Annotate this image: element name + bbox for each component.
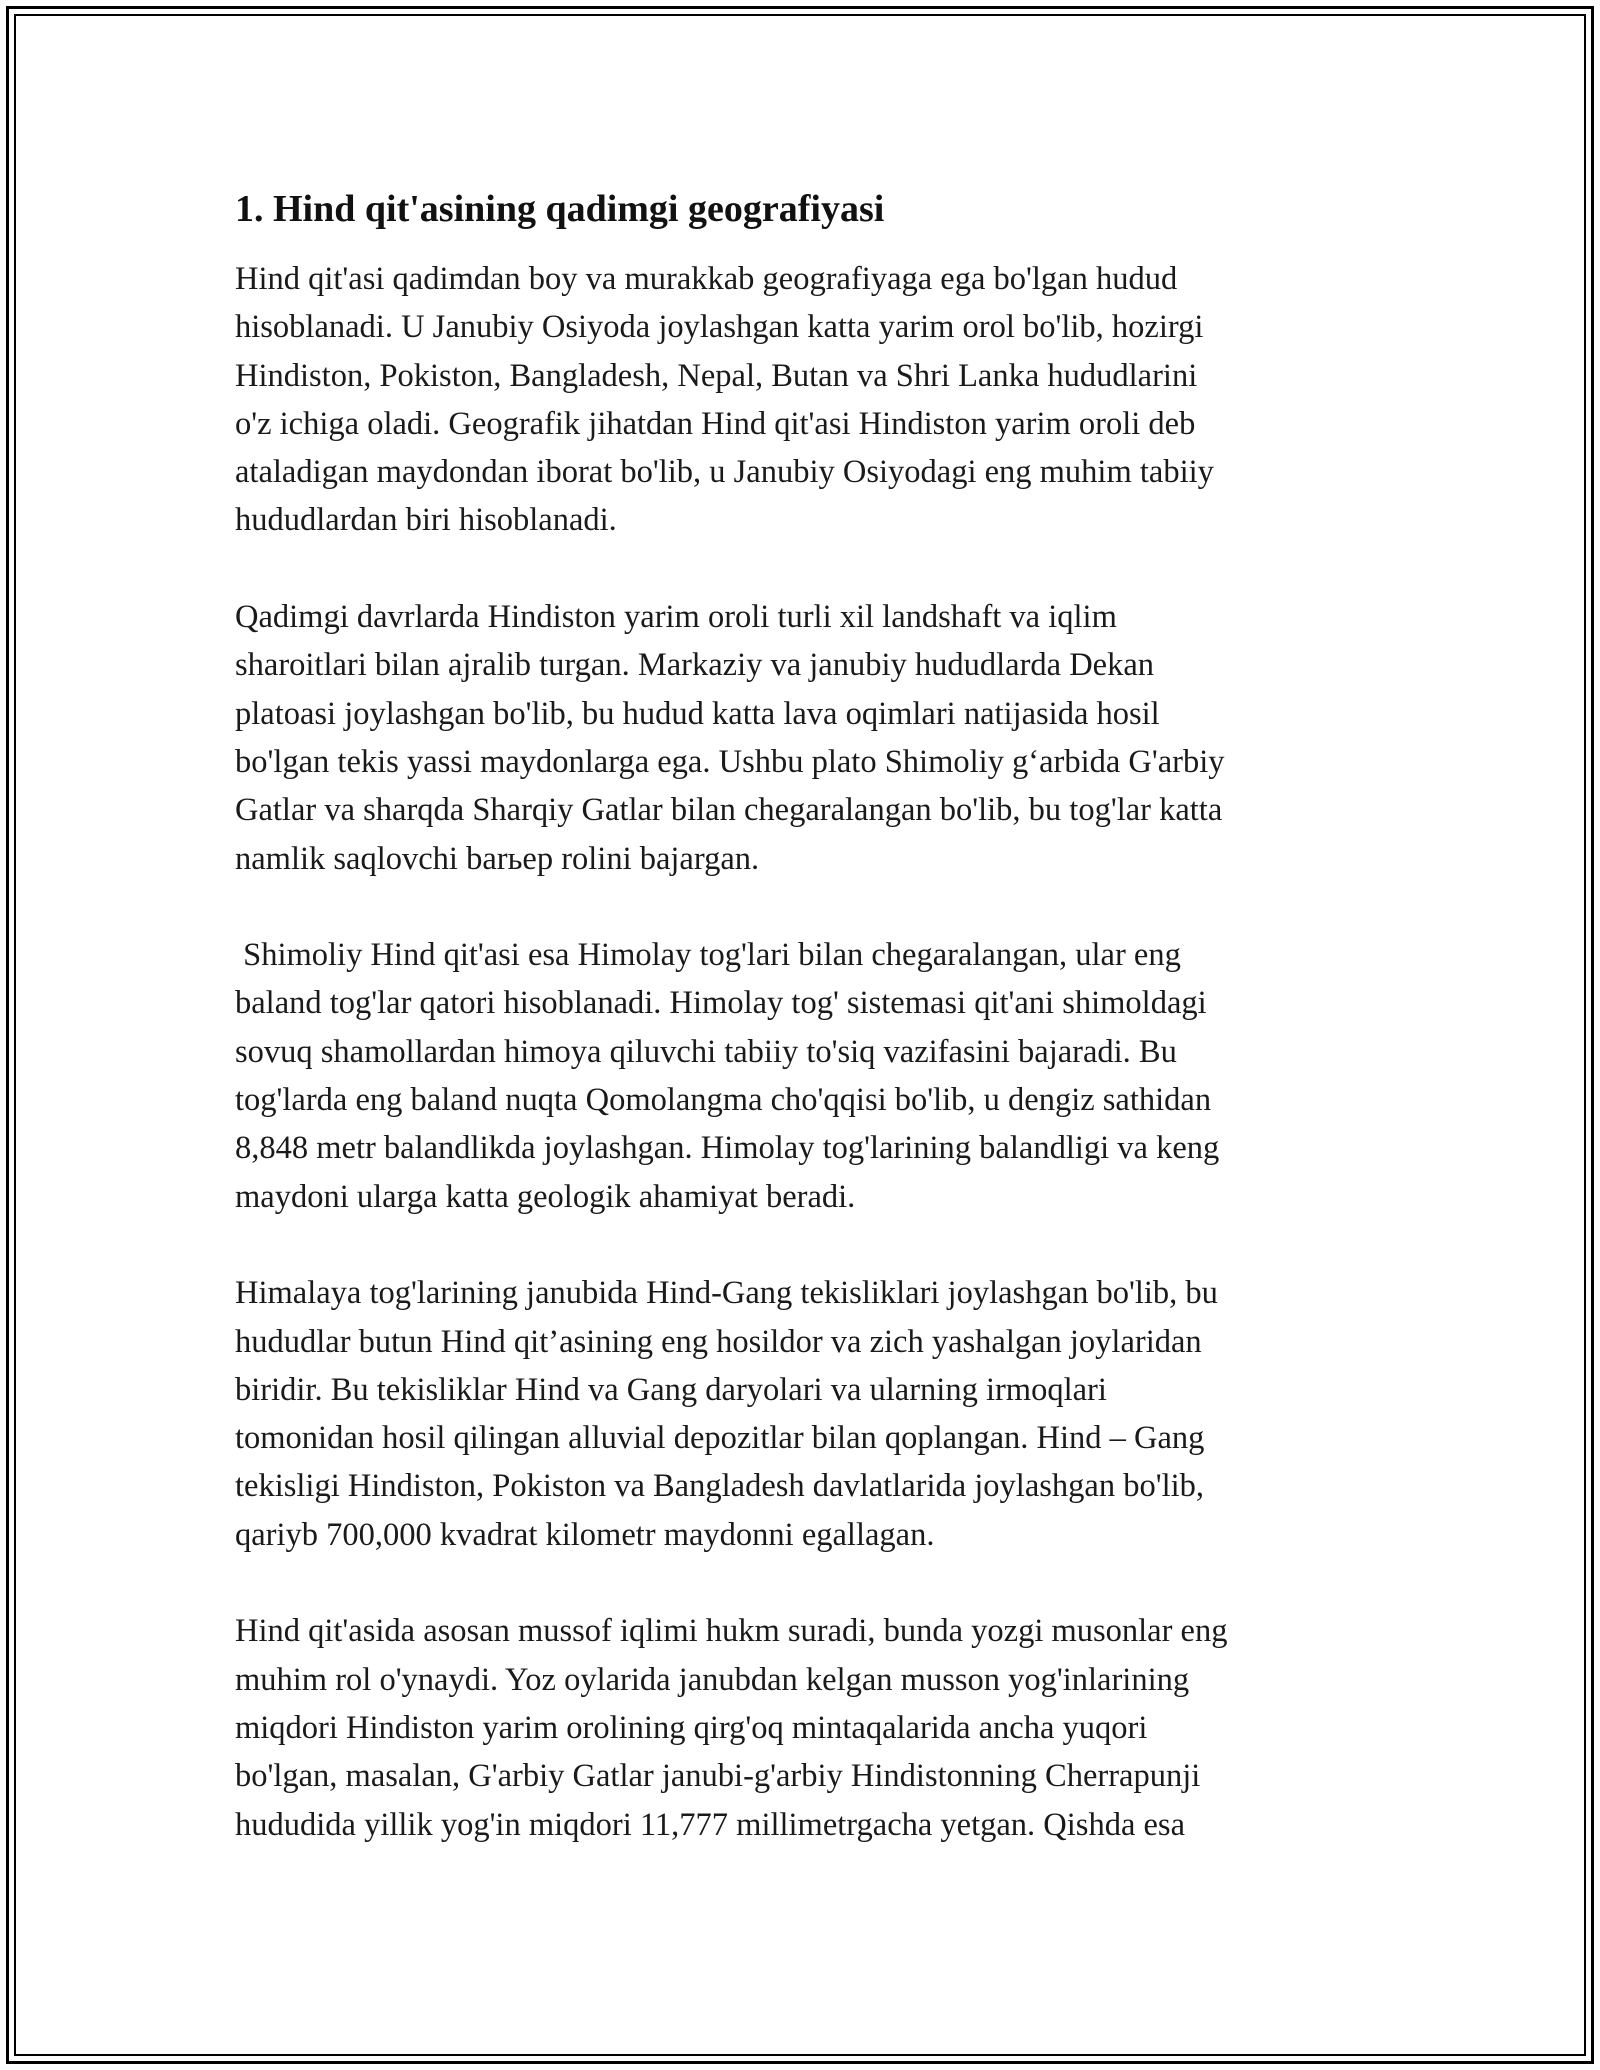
text-line: 8,848 metr balandlikda joylashgan. Himolay tog'larining balandligi va keng — [235, 1130, 1220, 1167]
text-line: platoasi joylashgan bo'lib, bu hudud katta lava oqimlari natijasida hosil — [235, 695, 1160, 732]
text-line: qariyb 700,000 kvadrat kilometr maydonni egallagan. — [235, 1516, 935, 1553]
text-line: Hindiston, Pokiston, Bangladesh, Nepal, Butan va Shri Lanka hududlarini — [235, 357, 1198, 394]
text-line: Hind qit'asida asosan mussof iqlimi hukm suradi, bunda yozgi musonlar eng — [235, 1613, 1228, 1650]
text-line: hududlardan biri hisoblanadi. — [235, 502, 617, 539]
text-line: sovuq shamollardan himoya qiluvchi tabiiy to'siq vazifasini bajaradi. Bu — [235, 1033, 1177, 1070]
text-line: ataladigan maydondan iborat bo'lib, u Janubiy Osiyodagi eng muhim tabiiy — [235, 454, 1214, 491]
text-line: tomonidan hosil qilingan alluvial depozitlar bilan qoplangan. Hind – Gang — [235, 1420, 1205, 1457]
paragraph-4 — [235, 1269, 1375, 1559]
text-line: o'z ichiga oladi. Geografik jihatdan Hind qit'asi Hindiston yarim oroli deb — [235, 405, 1196, 442]
text-line: miqdori Hindiston yarim orolining qirg'oq mintaqalarida ancha yuqori — [235, 1709, 1148, 1746]
paragraph-5 — [235, 1607, 1375, 1848]
text-line: hisoblanadi. U Janubiy Osiyoda joylashgan katta yarim orol bo'lib, hozirgi — [235, 309, 1204, 346]
paragraph-3 — [235, 931, 1375, 1221]
text-line: sharoitlari bilan ajralib turgan. Markaziy va janubiy hududlarda Dekan — [235, 647, 1155, 684]
paragraph-2 — [235, 593, 1375, 883]
section-heading: 1. Hind qit'asining qadimgi geografiyasi — [235, 188, 885, 230]
text-line: baland tog'lar qatori hisoblanadi. Himolay tog' sistemasi qit'ani shimoldagi — [235, 985, 1207, 1022]
text-line: Qadimgi davrlarda Hindiston yarim oroli turli xil landshaft va iqlim — [235, 599, 1117, 636]
text-line: bo'lgan, masalan, G'arbiy Gatlar janubi-g'arbiy Hindistonning Cherrapunji — [235, 1758, 1201, 1795]
text-line: tekisligi Hindiston, Pokiston va Bangladesh davlatlarida joylashgan bo'lib, — [235, 1468, 1205, 1505]
text-line: tog'larda eng baland nuqta Qomolangma cho'qqisi bo'lib, u dengiz sathidan — [235, 1082, 1212, 1119]
text-line: bo'lgan tekis yassi maydonlarga ega. Ushbu plato Shimoliy g‘arbida G'arbiy — [235, 743, 1225, 780]
text-line: maydoni ularga katta geologik ahamiyat beradi. — [235, 1178, 856, 1215]
text-line: namlik saqlovchi barьер rolini bajargan. — [235, 840, 760, 877]
text-line: hududlar butun Hind qit’asining eng hosildor va zich yashalgan joylaridan — [235, 1323, 1202, 1360]
paragraph-1 — [235, 255, 1375, 545]
text-line: Shimoliy Hind qit'asi esa Himolay tog'lari bilan chegaralangan, ular eng — [235, 937, 1181, 974]
text-line: muhim rol o'ynaydi. Yoz oylarida janubdan kelgan musson yog'inlarining — [235, 1661, 1190, 1698]
text-line: Hind qit'asi qadimdan boy va murakkab geografiyaga ega bo'lgan hudud — [235, 261, 1178, 297]
text-line: hududida yillik yog'in miqdori 11,777 millimetrgacha yetgan. Qishda esa — [235, 1806, 1186, 1843]
text-line: Himalaya tog'larining janubida Hind-Gang tekisliklari joylashgan bo'lib, bu — [235, 1275, 1218, 1312]
text-line: Gatlar va sharqda Sharqiy Gatlar bilan chegaralangan bo'lib, bu tog'lar katta — [235, 792, 1223, 829]
text-line: biridir. Bu tekisliklar Hind va Gang daryolari va ularning irmoqlari — [235, 1371, 1107, 1408]
document-body — [235, 185, 1375, 1897]
